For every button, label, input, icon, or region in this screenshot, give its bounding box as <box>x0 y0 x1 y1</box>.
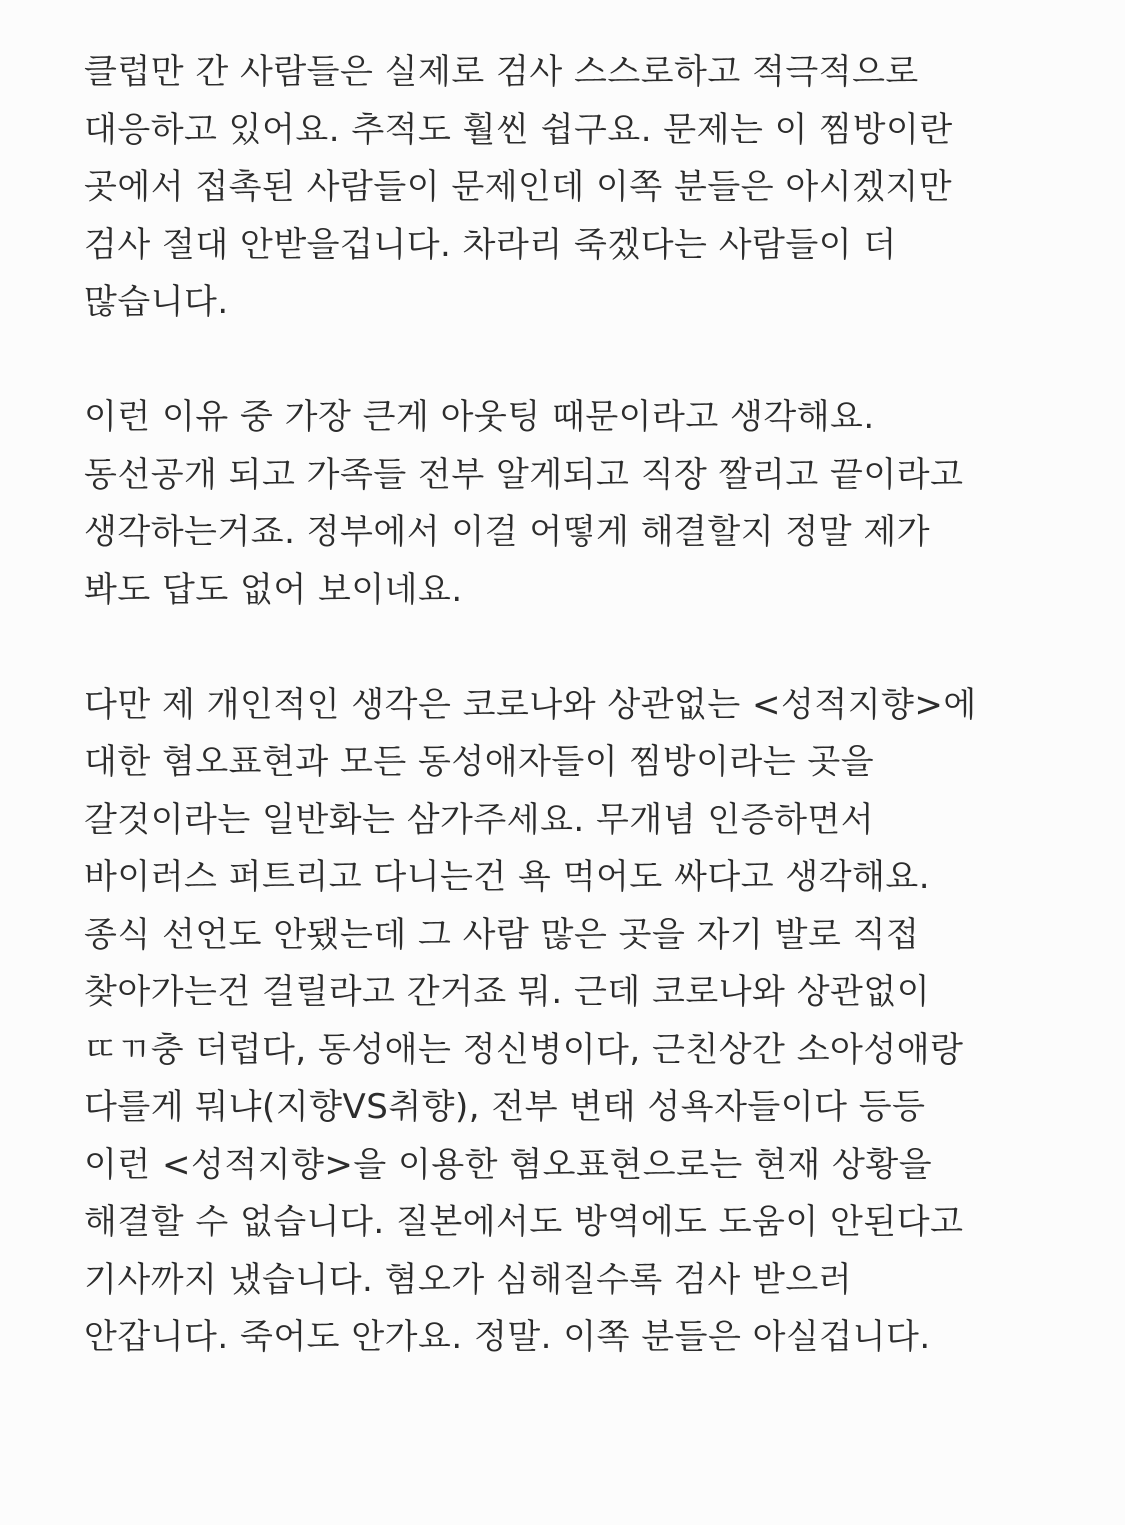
text-line: 종식 선언도 안됐는데 그 사람 많은 곳을 자기 발로 직접 <box>84 914 920 955</box>
text-line: 검사 절대 안받을겁니다. 차라리 죽겠다는 사람들이 더 <box>84 224 897 265</box>
post-text-body <box>84 44 1114 1367</box>
text-line: 다만 제 개인적인 생각은 코로나와 상관없는 <성적지향>에 <box>84 684 977 725</box>
text-line: 기사까지 냈습니다. 혐오가 심해질수록 검사 받으러 <box>84 1259 853 1300</box>
text-line: 대응하고 있어요. 추적도 훨씬 쉽구요. 문제는 이 찜방이란 <box>84 109 953 150</box>
paragraph-2 <box>84 389 1114 619</box>
text-line: 다를게 뭐냐(지향VS취향), 전부 변태 성욕자들이다 등등 <box>84 1087 926 1127</box>
paragraph-3 <box>84 677 1114 1367</box>
text-line: 이런 <성적지향>을 이용한 혐오표현으로는 현재 상황을 <box>84 1144 933 1185</box>
text-line: 대한 혐오표현과 모든 동성애자들이 찜방이라는 곳을 <box>84 742 875 782</box>
paragraph-gap <box>84 332 1114 390</box>
text-line: ㄸㄲ충 더럽다, 동성애는 정신병이다, 근친상간 소아성애랑 <box>84 1029 964 1070</box>
text-line: 안갑니다. 죽어도 안가요. 정말. 이쪽 분들은 아실겁니다. <box>84 1317 931 1357</box>
text-line: 봐도 답도 없어 보이네요. <box>84 569 463 610</box>
paragraph-1 <box>84 44 1114 332</box>
text-line: 바이러스 퍼트리고 다니는건 욕 먹어도 싸다고 생각해요. <box>84 857 931 897</box>
text-line: 생각하는거죠. 정부에서 이걸 어떻게 해결할지 정말 제가 <box>84 512 931 552</box>
text-line: 찾아가는건 걸릴라고 간거죠 뭐. 근데 코로나와 상관없이 <box>84 972 931 1012</box>
paragraph-gap <box>84 619 1114 677</box>
text-line: 해결할 수 없습니다. 질본에서도 방역에도 도움이 안된다고 <box>84 1202 964 1242</box>
text-line: 동선공개 되고 가족들 전부 알게되고 직장 짤리고 끝이라고 <box>84 454 964 495</box>
text-line: 많습니다. <box>84 282 229 322</box>
text-line: 클럽만 간 사람들은 실제로 검사 스스로하고 적극적으로 <box>84 52 919 92</box>
text-line: 곳에서 접촉된 사람들이 문제인데 이쪽 분들은 아시겠지만 <box>84 167 953 207</box>
text-line: 갈것이라는 일반화는 삼가주세요. 무개념 인증하면서 <box>84 799 875 840</box>
text-line: 이런 이유 중 가장 큰게 아웃팅 때문이라고 생각해요. <box>84 397 875 437</box>
